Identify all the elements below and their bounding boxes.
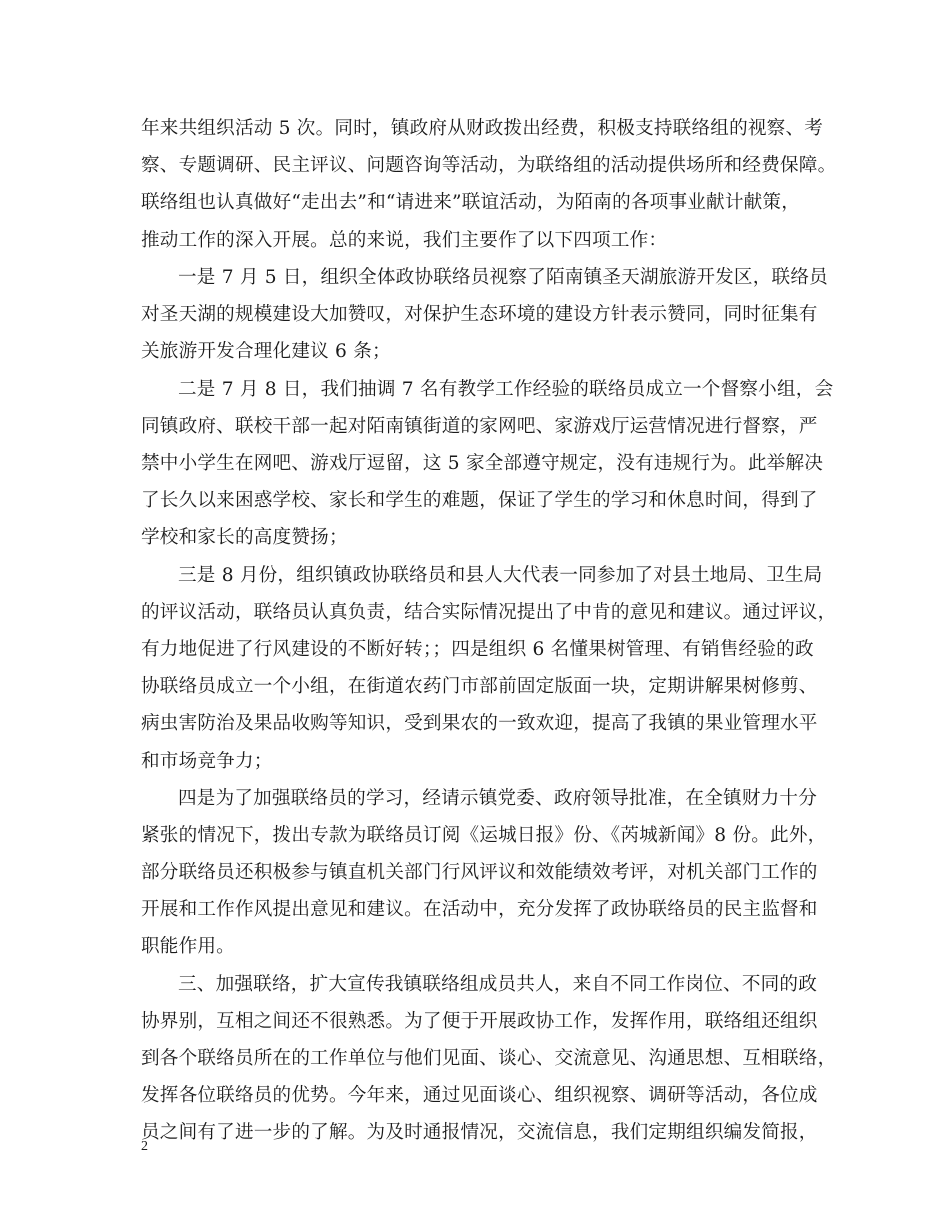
text-line: 病虫害防治及果品收购等知识，受到果农的一致欢迎，提高了我镇的果业管理水平 bbox=[141, 713, 818, 734]
text-line: 三是 8 月份，组织镇政协联络员和县人大代表一同参加了对县土地局、卫生局 bbox=[178, 565, 823, 586]
text-line: 员之间有了进一步的了解。为及时通报情况，交流信息，我们定期组织编发简报， bbox=[141, 1122, 818, 1143]
text-line: 三、加强联络，扩大宣传我镇联络组成员共人，来自不同工作岗位、不同的政 bbox=[178, 974, 817, 995]
text-line: 的评议活动，联络员认真负责，结合实际情况提出了中肯的意见和建议。通过评议， bbox=[141, 602, 837, 623]
text-line: 和市场竞争力； bbox=[141, 751, 273, 772]
text-line: 协界别，互相之间还不很熟悉。为了便于开展政协工作，发挥作用，联络组还组织 bbox=[141, 1011, 818, 1032]
text-line: 察、专题调研、民主评议、问题咨询等活动，为联络组的活动提供场所和经费保障。 bbox=[141, 155, 837, 176]
text-line: 协联络员成立一个小组，在街道农药门市部前固定版面一块，定期讲解果树修剪、 bbox=[141, 676, 818, 697]
text-line: 同镇政府、联校干部一起对陌南镇街道的家网吧、家游戏厅运营情况进行督察，严 bbox=[141, 416, 818, 437]
text-line: 紧张的情况下，拨出专款为联络员订阅《运城日报》份、《芮城新闻》8 份。此外， bbox=[141, 825, 827, 846]
text-line: 部分联络员还积极参与镇直机关部门行风评议和效能绩效考评，对机关部门工作的 bbox=[141, 862, 818, 883]
text-line: 四是为了加强联络员的学习，经请示镇党委、政府领导批准，在全镇财力十分 bbox=[178, 788, 817, 809]
text-line: 有力地促进了行风建设的不断好转；；四是组织 6 名懂果树管理、有销售经验的政 bbox=[141, 639, 814, 660]
text-line: 关旅游开发合理化建议 6 条； bbox=[141, 341, 391, 362]
text-line: 禁中小学生在网吧、游戏厅逗留，这 5 家全部遵守规定，没有违规行为。此举解决 bbox=[141, 453, 824, 474]
text-line: 到各个联络员所在的工作单位与他们见面、谈心、交流意见、沟通思想、互相联络， bbox=[141, 1048, 837, 1069]
text-line: 联络组也认真做好“走出去”和“请进来”联谊活动，为陌南的各项事业献计献策， bbox=[141, 192, 801, 213]
page-number: 2 bbox=[141, 1139, 148, 1154]
text-line: 推动工作的深入开展。总的来说，我们主要作了以下四项工作： bbox=[141, 230, 668, 251]
text-line: 学校和家长的高度赞扬； bbox=[141, 527, 348, 548]
text-line: 开展和工作作风提出意见和建议。在活动中，充分发挥了政协联络员的民主监督和 bbox=[141, 899, 818, 920]
text-line: 发挥各位联络员的优势。今年来，通过见面谈心、组织视察、调研等活动，各位成 bbox=[141, 1085, 818, 1106]
text-line: 二是 7 月 8 日，我们抽调 7 名有教学工作经验的联络员成立一个督察小组，会 bbox=[178, 379, 834, 400]
text-line: 年来共组织活动 5 次。同时，镇政府从财政拨出经费，积极支持联络组的视察、考 bbox=[141, 118, 824, 139]
text-line: 一是 7 月 5 日，组织全体政协联络员视察了陌南镇圣天湖旅游开发区，联络员 bbox=[178, 267, 828, 288]
text-line: 职能作用。 bbox=[141, 936, 235, 957]
text-line: 对圣天湖的规模建设大加赞叹，对保护生态环境的建设方针表示赞同，同时征集有 bbox=[141, 304, 818, 325]
text-line: 了长久以来困惑学校、家长和学生的难题，保证了学生的学习和休息时间，得到了 bbox=[141, 490, 818, 511]
